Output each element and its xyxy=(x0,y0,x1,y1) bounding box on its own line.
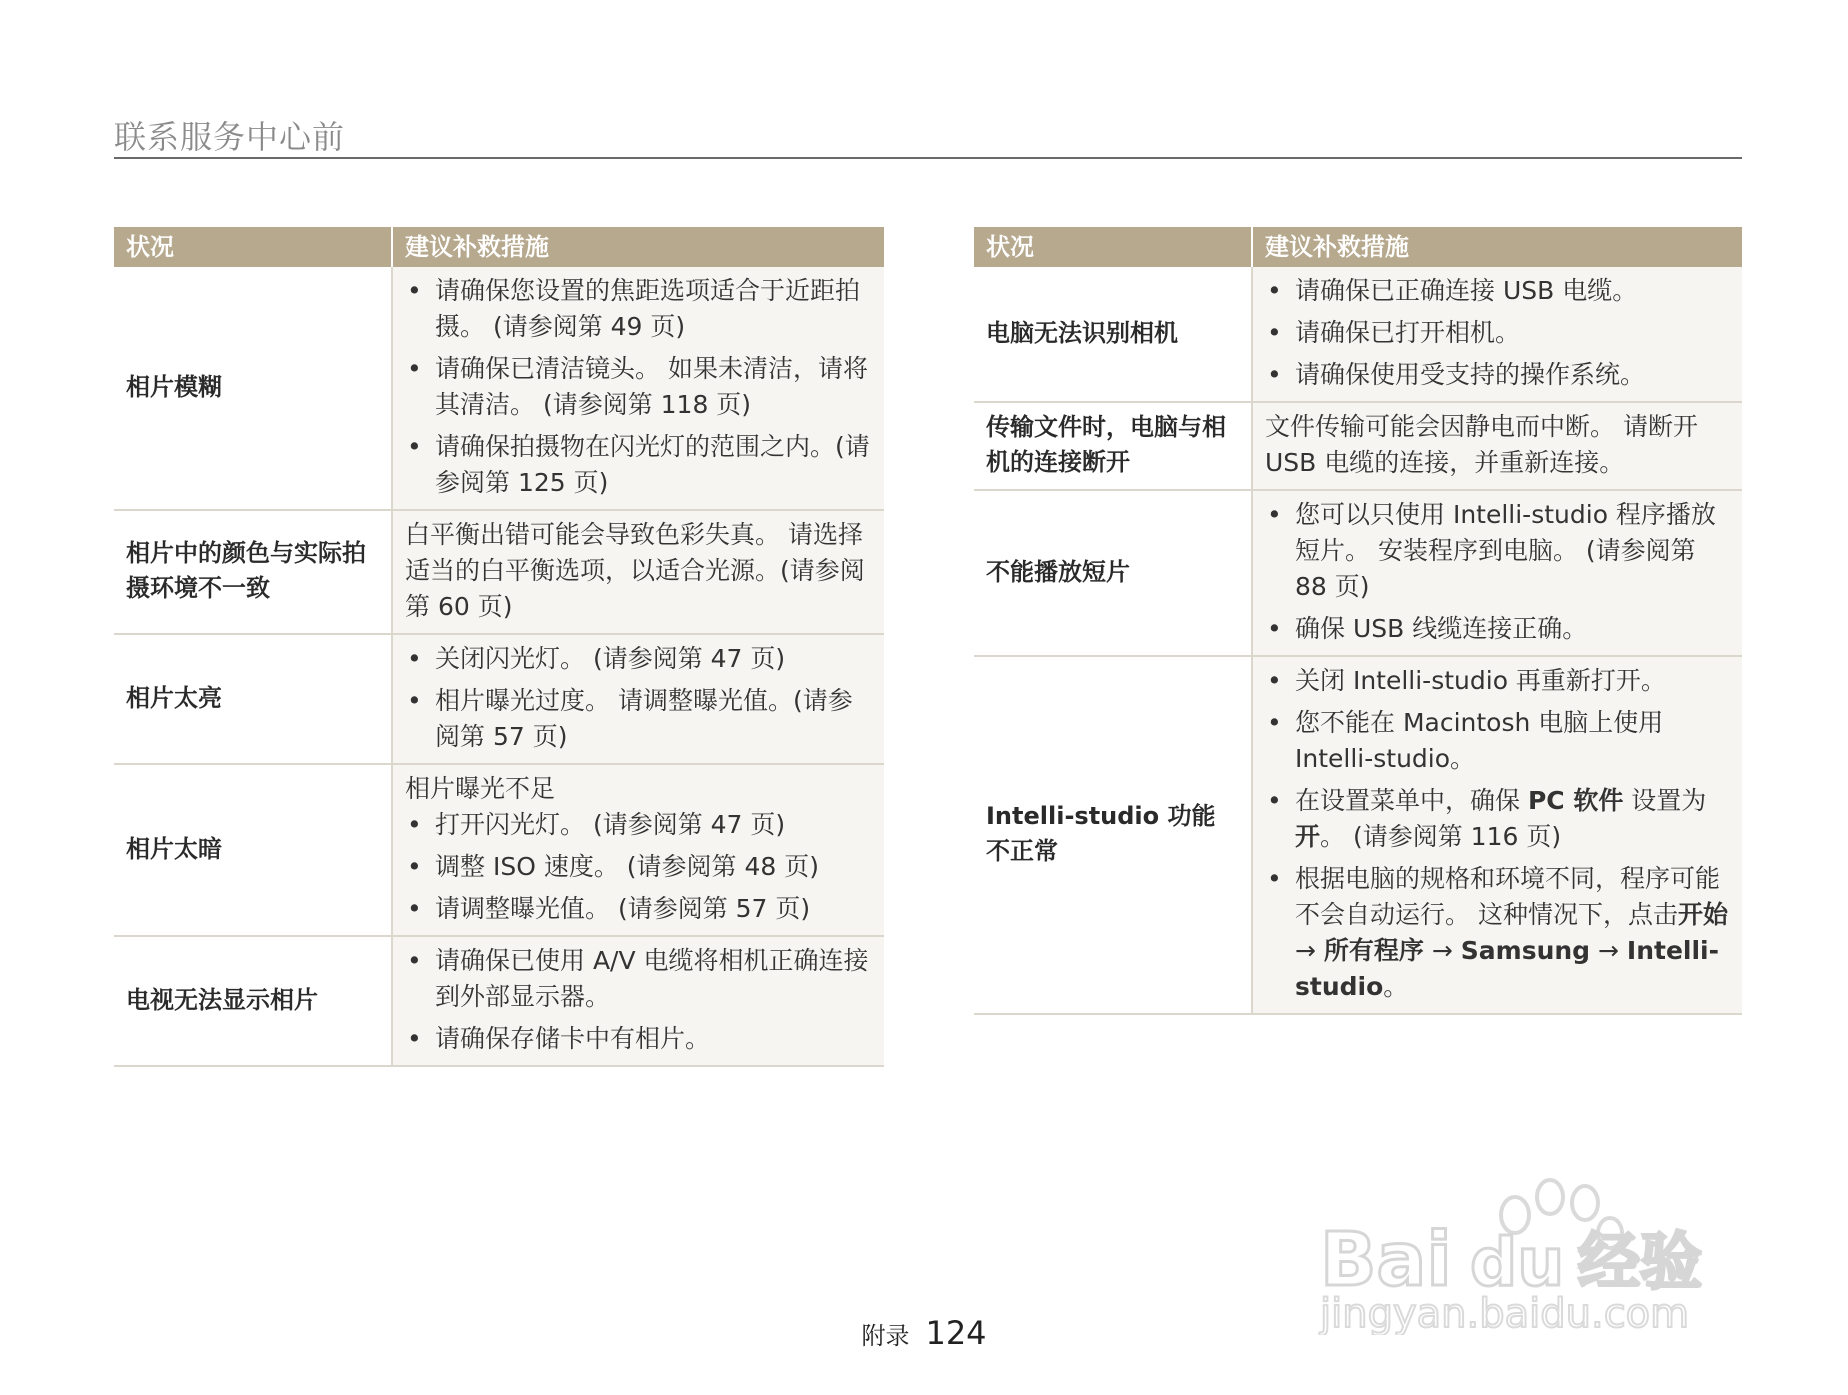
pc-software-menu-label: PC 软件 xyxy=(1527,786,1624,815)
remedy-cell xyxy=(392,267,884,510)
table-row xyxy=(114,936,884,1066)
remedy-item: • 请确保已使用 A/V 电缆将相机正确连接到外部显示器。 xyxy=(405,943,872,1015)
remedy-item: • 请确保您设置的焦距选项适合于近距拍摄。 (请参阅第 49 页) xyxy=(405,273,872,345)
intelli-studio-label: Intelli-studio xyxy=(1295,936,1719,1001)
remedy-cell xyxy=(1252,490,1742,656)
remedy-item: • 您可以只使用 Intelli-studio 程序播放短片。 安装程序到电脑。 (请参阅第 88 页) xyxy=(1265,497,1730,605)
page-title: 联系服务中心前 xyxy=(114,118,346,156)
all-programs-label: 所有程序 xyxy=(1323,936,1424,965)
remedy-item: • 请确保已清洁镜头。 如果未清洁，请将其清洁。 (请参阅第 118 页) xyxy=(405,351,872,423)
table-row xyxy=(974,656,1742,1014)
remedy-cell xyxy=(392,510,884,634)
situation-cell: 电脑无法识别相机 xyxy=(974,267,1252,402)
remedy-item: • 打开闪光灯。 (请参阅第 47 页) xyxy=(405,807,872,843)
footer-section-label: 附录 xyxy=(861,1322,910,1350)
remedy-item xyxy=(1265,861,1730,1005)
remedy-item: • 确保 USB 线缆连接正确。 xyxy=(1265,611,1730,647)
text-run: 在设置菜单中，确保 xyxy=(1295,786,1528,815)
situation-cell: 相片太暗 xyxy=(114,764,392,936)
remedy-item: • 请确保使用受支持的操作系统。 xyxy=(1265,357,1730,393)
remedy-item: • 请调整曝光值。 (请参阅第 57 页) xyxy=(405,891,872,927)
remedy-item: • 关闭闪光灯。 (请参阅第 47 页) xyxy=(405,641,872,677)
on-option-label: 开 xyxy=(1295,822,1321,851)
text-run: 。 xyxy=(1383,972,1409,1001)
arrow-separator: → xyxy=(1590,936,1627,965)
header-remedy: 建议补救措施 xyxy=(392,227,884,267)
header-situation: 状况 xyxy=(974,227,1252,267)
svg-text:经验: 经验 xyxy=(1578,1225,1703,1298)
remedy-cell xyxy=(1252,656,1742,1014)
troubleshooting-table-left xyxy=(114,227,884,1067)
situation-cell: 相片太亮 xyxy=(114,634,392,764)
situation-cell: 相片模糊 xyxy=(114,267,392,510)
remedy-item: • 调整 ISO 速度。 (请参阅第 48 页) xyxy=(405,849,872,885)
table-row xyxy=(974,490,1742,656)
remedy-item: • 请确保拍摄物在闪光灯的范围之内。(请参阅第 125 页) xyxy=(405,429,872,501)
header-situation: 状况 xyxy=(114,227,392,267)
title-divider xyxy=(114,157,1742,159)
text-run: 。 (请参阅第 116 页) xyxy=(1320,822,1562,851)
baidu-jingyan-watermark xyxy=(1310,1175,1750,1335)
svg-text:Bai: Bai xyxy=(1320,1217,1452,1303)
table-row xyxy=(974,267,1742,402)
page-footer xyxy=(0,1314,1848,1352)
remedy-text: 白平衡出错可能会导致色彩失真。 请选择适当的白平衡选项，以适合光源。(请参阅第 60 页) xyxy=(405,520,865,621)
situation-cell: 不能播放短片 xyxy=(974,490,1252,656)
remedy-item: • 您不能在 Macintosh 电脑上使用 Intelli-studio。 xyxy=(1265,705,1730,777)
arrow-separator: → xyxy=(1295,936,1324,965)
text-run: 根据电脑的规格和环境不同，程序可能不会自动运行。 这种情况下，点击 xyxy=(1295,864,1721,929)
header-remedy: 建议补救措施 xyxy=(1252,227,1742,267)
remedy-item: • 请确保存储卡中有相片。 xyxy=(405,1021,872,1057)
svg-text:du: du xyxy=(1470,1224,1565,1301)
text-run: 设置为 xyxy=(1623,786,1707,815)
remedy-cell xyxy=(392,764,884,936)
situation-cell: 电视无法显示相片 xyxy=(114,936,392,1066)
table-row xyxy=(114,634,884,764)
page-number: 124 xyxy=(925,1314,987,1352)
troubleshooting-table-right xyxy=(974,227,1742,1015)
remedy-item: • 请确保已打开相机。 xyxy=(1265,315,1730,351)
svg-text:jingyan.baidu.com: jingyan.baidu.com xyxy=(1320,1291,1690,1335)
remedy-lead-text: 相片曝光不足 xyxy=(405,774,556,803)
situation-cell: Intelli-studio 功能不正常 xyxy=(974,656,1252,1014)
table-row xyxy=(114,764,884,936)
remedy-cell xyxy=(1252,267,1742,402)
start-menu-label: 开始 xyxy=(1677,900,1728,929)
arrow-separator: → xyxy=(1423,936,1461,965)
samsung-folder-label: Samsung xyxy=(1460,936,1591,965)
table-header-row xyxy=(974,227,1742,267)
table-row xyxy=(114,267,884,510)
table-row xyxy=(974,402,1742,490)
remedy-cell xyxy=(1252,402,1742,490)
remedy-cell xyxy=(392,936,884,1066)
remedy-item: • 关闭 Intelli-studio 再重新打开。 xyxy=(1265,663,1730,699)
situation-cell: 相片中的颜色与实际拍摄环境不一致 xyxy=(114,510,392,634)
remedy-cell xyxy=(392,634,884,764)
table-header-row xyxy=(114,227,884,267)
remedy-item xyxy=(1265,783,1730,855)
remedy-item: • 相片曝光过度。 请调整曝光值。(请参阅第 57 页) xyxy=(405,683,872,755)
table-row xyxy=(114,510,884,634)
remedy-text: 文件传输可能会因静电而中断。 请断开 USB 电缆的连接，并重新连接。 xyxy=(1265,412,1698,477)
situation-cell: 传输文件时，电脑与相机的连接断开 xyxy=(974,402,1252,490)
remedy-item: • 请确保已正确连接 USB 电缆。 xyxy=(1265,273,1730,309)
